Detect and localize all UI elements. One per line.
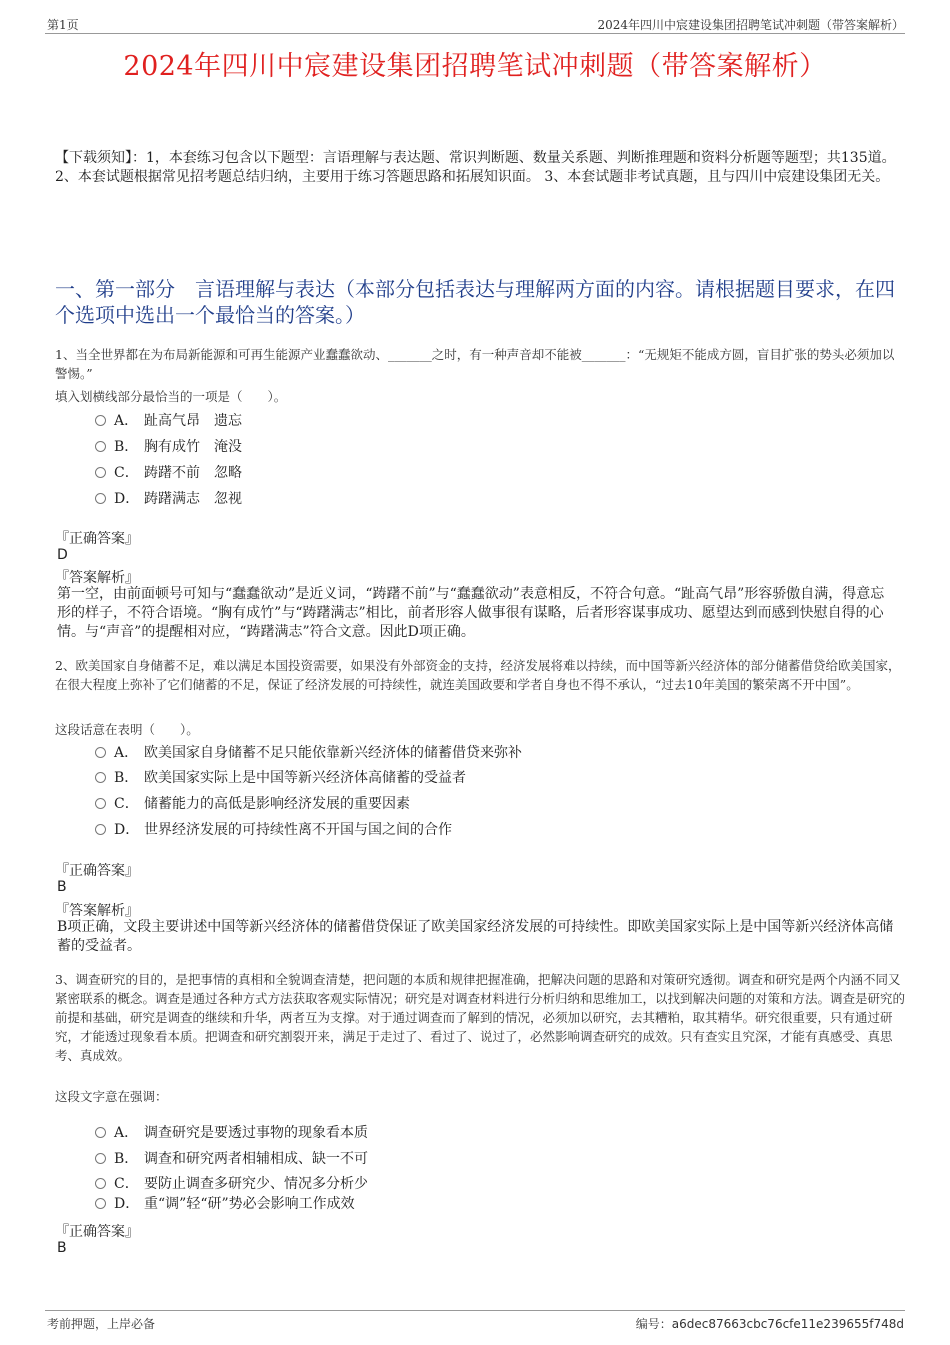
- question-3-option-b[interactable]: [95, 1148, 368, 1168]
- question-3-answer-heading: 『正确答案』: [55, 1224, 139, 1240]
- radio-icon[interactable]: [95, 1127, 106, 1138]
- option-text: 踌躇满志 忽视: [144, 491, 242, 507]
- option-text: 趾高气昂 遗忘: [144, 413, 242, 429]
- question-3-stem: 3、调查研究的目的，是把事情的真相和全貌调查清楚，把问题的本质和规律把握准确，把解决问题的思路和对策研究透彻。调查和研究是两个内涵不同又紧密联系的概念。调查是通过各种方式方法获取客观实际情况；研究是对调查材料进行分析归纳和思维加工，以找到解决问题的对策和方法。调查是研究的前提和基础，研究是调查的继续和升华，两者互为支撑。对于通过调查而了解到的情况，必须加以研究，去其糟粕，取其精华。研究很重要，只有通过研究，才能透过现象看本质。把调查和研究割裂开来，满足于走过了、看过了、说过了，必然影响调查研究的成效。只有查实且究深，才能有真感受、真思考、真成效。: [55, 972, 906, 1063]
- question-2-stem: 2、欧美国家自身储蓄不足，难以满足本国投资需要，如果没有外部资金的支持，经济发展将难以持续，而中国等新兴经济体的部分储蓄借贷给欧美国家，在很大程度上弥补了它们储蓄的不足，保证了经济发展的可持续性，就连美国政要和学者自身也不得不承认，“过去10年美国的繁荣离不开中国”。: [55, 658, 901, 692]
- question-3-option-d[interactable]: [95, 1193, 355, 1213]
- question-2-answer-heading: 『正确答案』: [55, 863, 139, 879]
- option-text: 储蓄能力的高低是影响经济发展的重要因素: [144, 796, 410, 812]
- radio-icon[interactable]: [95, 747, 106, 758]
- option-label: C．: [114, 465, 139, 481]
- question-1-explanation-heading: 『答案解析』: [55, 570, 139, 586]
- option-text: 调查和研究两者相辅相成、缺一不可: [144, 1151, 368, 1167]
- question-1-option-b[interactable]: [95, 436, 242, 456]
- question-3-prompt: 这段文字意在强调：: [55, 1089, 168, 1104]
- radio-icon[interactable]: [95, 1198, 106, 1209]
- option-text: 调查研究是要透过事物的现象看本质: [144, 1125, 368, 1141]
- page-number: 第1页: [47, 18, 79, 32]
- option-label: D．: [114, 822, 140, 838]
- question-3-option-c[interactable]: [95, 1173, 368, 1193]
- footer-slogan: 考前押题，上岸必备: [47, 1317, 156, 1331]
- question-1-option-a[interactable]: [95, 410, 242, 430]
- option-label: A．: [114, 745, 139, 761]
- question-2-explanation: B项正确，文段主要讲述中国等新兴经济体的储蓄借贷保证了欧美国家经济发展的可持续性。即欧美国家实际上是中国等新兴经济体高储蓄的受益者。: [57, 919, 894, 954]
- question-1-explanation: 第一空，由前面顿号可知与“蠢蠢欲动”是近义词，“踌躇不前”与“蠢蠢欲动”表意相反，不符合句意。“趾高气昂”形容骄傲自满，得意忘形的样子，不符合语境。“胸有成竹”与“踌躇满志”相比，前者形容人做事很有谋略，后者形容谋事成功、愿望达到而感到快慰自得的心情。与“声音”的提醒相对应，“踌躇满志”符合文意。因此D项正确。: [57, 586, 885, 640]
- option-label: B．: [114, 439, 139, 455]
- question-1-option-d[interactable]: [95, 488, 242, 508]
- option-label: A．: [114, 413, 139, 429]
- footer-code-label: 编号：: [635, 1317, 672, 1331]
- radio-icon[interactable]: [95, 798, 106, 809]
- option-label: C．: [114, 796, 139, 812]
- radio-icon[interactable]: [95, 493, 106, 504]
- question-1-prompt: 填入划横线部分最恰当的一项是（ ）。: [55, 389, 287, 404]
- question-1-answer: D: [57, 547, 68, 563]
- option-text: 重“调”轻“研”势必会影响工作成效: [144, 1196, 355, 1212]
- radio-icon[interactable]: [95, 772, 106, 783]
- option-label: B．: [114, 1151, 139, 1167]
- header-doc-title: 2024年四川中宸建设集团招聘笔试冲刺题（带答案解析）: [597, 18, 904, 32]
- question-2-option-a[interactable]: [95, 742, 522, 762]
- footer-code-value: a6dec87663cbc76cfe11e239655f748d: [671, 1317, 904, 1331]
- option-label: D．: [114, 1196, 140, 1212]
- radio-icon[interactable]: [95, 824, 106, 835]
- radio-icon[interactable]: [95, 441, 106, 452]
- option-text: 胸有成竹 淹没: [144, 439, 242, 455]
- option-text: 世界经济发展的可持续性离不开国与国之间的合作: [144, 822, 452, 838]
- question-1-answer-heading: 『正确答案』: [55, 531, 139, 547]
- option-label: B．: [114, 770, 139, 786]
- header-divider: [45, 33, 905, 34]
- question-2-option-c[interactable]: [95, 793, 410, 813]
- option-text: 踌躇不前 忽略: [144, 465, 242, 481]
- radio-icon[interactable]: [95, 1178, 106, 1189]
- question-1-option-c[interactable]: [95, 462, 242, 482]
- footer-code: [636, 1315, 904, 1332]
- radio-icon[interactable]: [95, 1153, 106, 1164]
- question-1-stem: 1、当全世界都在为布局新能源和可再生能源产业蠢蠢欲动、_______之时，有一种声音却不能被_______：“无规矩不能成方圆，盲目扩张的势头必须加以警惕。”: [55, 347, 895, 381]
- radio-icon[interactable]: [95, 415, 106, 426]
- option-text: 要防止调查多研究少、情况多分析少: [144, 1176, 368, 1192]
- footer-divider: [45, 1310, 905, 1311]
- section-title: 一、第一部分 言语理解与表达（本部分包括表达与理解两方面的内容。请根据题目要求，在四个选项中选出一个最恰当的答案。）: [55, 277, 895, 327]
- option-text: 欧美国家自身储蓄不足只能依靠新兴经济体的储蓄借贷来弥补: [144, 745, 522, 761]
- question-2-prompt: 这段话意在表明（ ）。: [55, 722, 199, 737]
- question-2-answer: B: [57, 879, 67, 895]
- option-label: D．: [114, 491, 140, 507]
- option-label: C．: [114, 1176, 139, 1192]
- radio-icon[interactable]: [95, 467, 106, 478]
- question-2-option-d[interactable]: [95, 819, 452, 839]
- question-2-option-b[interactable]: [95, 767, 466, 787]
- option-text: 欧美国家实际上是中国等新兴经济体高储蓄的受益者: [144, 770, 466, 786]
- option-label: A．: [114, 1125, 139, 1141]
- question-3-answer: B: [57, 1240, 67, 1256]
- document-title: 2024年四川中宸建设集团招聘笔试冲刺题（带答案解析）: [123, 51, 827, 82]
- download-notice: 【下载须知】：1，本套练习包含以下题型：言语理解与表达题、常识判断题、数量关系题、判断推理题和资料分析题等题型；共135道。 2、本套试题根据常见招考题总结归纳，主要用于练习答题思路和拓展知识面。 3、本套试题非考试真题，且与四川中宸建设集团无关。: [55, 150, 896, 185]
- question-2-explanation-heading: 『答案解析』: [55, 903, 139, 919]
- question-3-option-a[interactable]: [95, 1122, 368, 1142]
